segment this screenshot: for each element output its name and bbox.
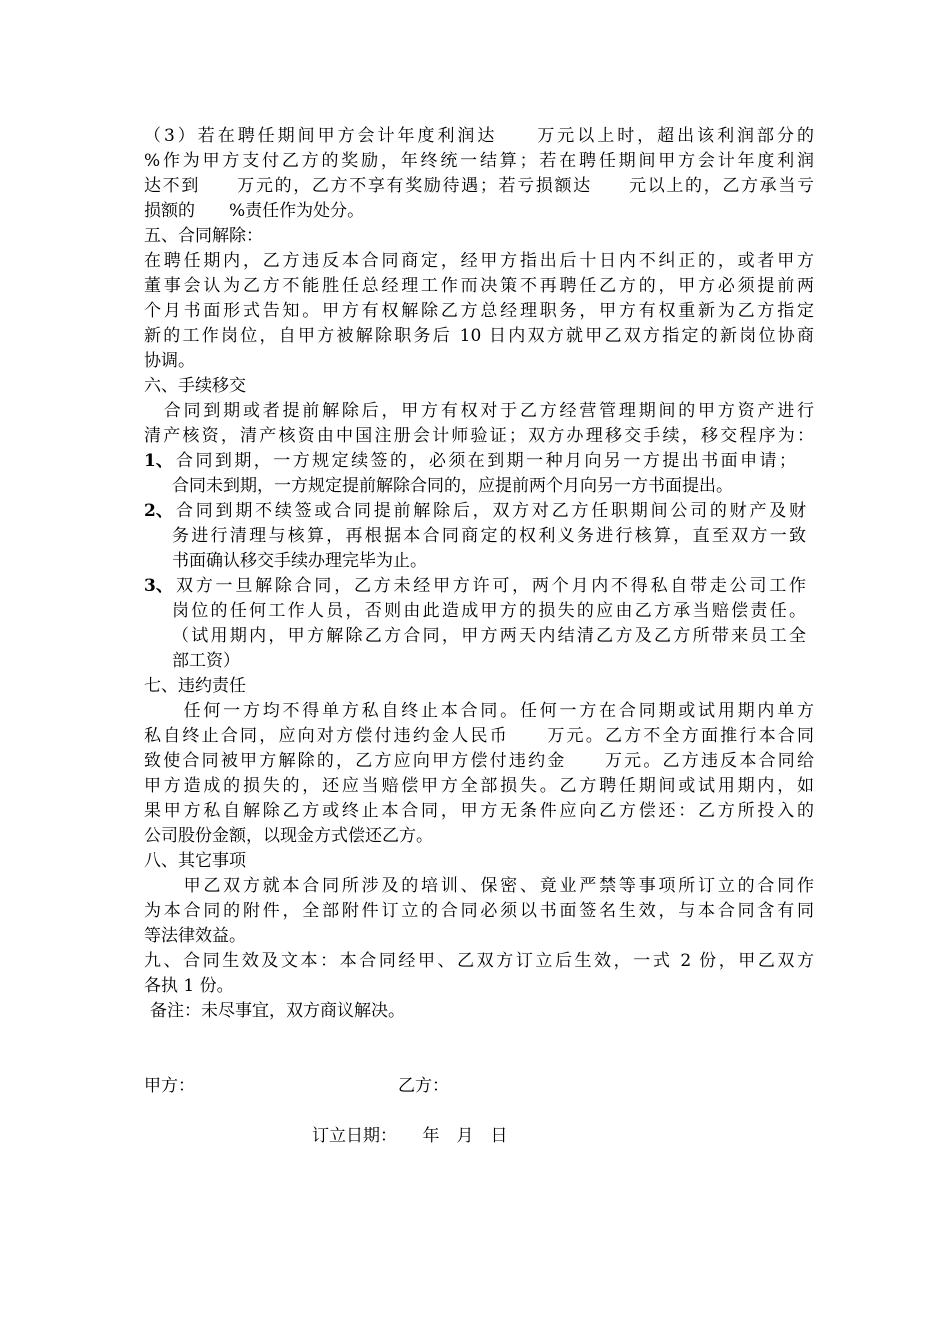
clause3-line-2: %作为甲方支付乙方的奖励，年终统一结算；若在聘任期间甲方会计年度利润 bbox=[144, 151, 814, 171]
section8-line-3: 等法律效益。 bbox=[144, 926, 246, 946]
signing-date-label: 订立日期： 年 月 日 bbox=[312, 1126, 508, 1146]
section7-line-3: 致使合同被甲方解除的，乙方应向甲方偿付违约金 万元。乙方违反本合同给 bbox=[144, 751, 814, 771]
section7-line-2: 私自终止合同，应向对方偿付违约金人民币 万元。乙方不全方面推行本合同 bbox=[144, 726, 814, 746]
section6-item3-line-1: 双方一旦解除合同，乙方未经甲方许可，两个月内不得私自带走公司工作 bbox=[176, 576, 806, 596]
section6-intro-line-2: 清产核资，清产核资由中国注册会计师验证；双方办理移交手续，移交程序为： bbox=[144, 426, 814, 446]
section5-line-1: 在聘任期内，乙方违反本合同商定，经甲方指出后十日内不纠正的，或者甲方 bbox=[144, 251, 814, 271]
section7-line-4: 甲方造成的损失的，还应当赔偿甲方全部损失。乙方聘任期间或试用期内，如 bbox=[144, 776, 814, 796]
remark-text: 备注：未尽事宜，双方商议解决。 bbox=[150, 1001, 405, 1021]
clause3-line-4: 损额的 %责任作为处分。 bbox=[144, 201, 365, 221]
section6-intro-line-1: 合同到期或者提前解除后，甲方有权对于乙方经营管理期间的甲方资产进行 bbox=[144, 401, 814, 421]
section9-line-2: 各执 1 份。 bbox=[144, 976, 234, 996]
clause3-line-3: 达不到 万元的，乙方不享有奖励待遇；若亏损额达 元以上的，乙方承当亏 bbox=[144, 176, 814, 196]
section6-item3-number: 3、 bbox=[144, 576, 173, 596]
section8-heading: 八、其它事项 bbox=[144, 851, 246, 871]
section8-line-1: 甲乙双方就本合同所涉及的培训、保密、竟业严禁等事项所订立的合同作 bbox=[144, 876, 814, 896]
section7-line-1: 任何一方均不得单方私自终止本合同。任何一方在合同期或试用期内单方 bbox=[144, 701, 814, 721]
section5-heading: 五、合同解除： bbox=[144, 226, 263, 246]
section6-item2-line-2: 务进行清理与核算，再根据本合同商定的权利义务进行核算，直至双方一致 bbox=[172, 526, 806, 546]
party-a-signature-label: 甲方： bbox=[144, 1076, 195, 1096]
section6-item2-line-3: 书面确认移交手续办理完毕为止。 bbox=[172, 551, 427, 571]
section5-line-5: 协调。 bbox=[144, 351, 195, 371]
section6-item1-number: 1、 bbox=[144, 451, 173, 471]
section6-item3-line-2: 岗位的任何工作人员，否则由此造成甲方的损失的应由乙方承当赔偿责任。 bbox=[172, 601, 806, 621]
section6-item3-line-3: （试用期内，甲方解除乙方合同，甲方两天内结清乙方及乙方所带来员工全 bbox=[172, 626, 806, 646]
section5-line-2: 董事会认为乙方不能胜任总经理工作而决策不再聘任乙方的，甲方必须提前两 bbox=[144, 276, 814, 296]
section5-line-4: 新的工作岗位，自甲方被解除职务后 10 日内双方就甲乙双方指定的新岗位协商 bbox=[144, 326, 814, 346]
section9-line-1: 九、合同生效及文本：本合同经甲、乙双方订立后生效，一式 2 份，甲乙双方 bbox=[144, 951, 814, 971]
section5-line-3: 个月书面形式告知。甲方有权解除乙方总经理职务，甲方有权重新为乙方指定 bbox=[144, 301, 814, 321]
party-b-signature-label: 乙方： bbox=[398, 1076, 449, 1096]
section6-item2-line-1: 合同到期不续签或合同提前解除后，双方对乙方任职期间公司的财产及财 bbox=[176, 501, 806, 521]
clause3-line-1: （3）若在聘任期间甲方会计年度利润达 万元以上时，超出该利润部分的 bbox=[144, 126, 814, 146]
section7-line-6: 公司股份金额，以现金方式偿还乙方。 bbox=[144, 826, 433, 846]
section6-item2-number: 2、 bbox=[144, 501, 173, 521]
section7-heading: 七、违约责任 bbox=[144, 676, 246, 696]
section6-item1-line-1: 合同到期，一方规定续签的，必须在到期一种月向另一方提出书面申请； bbox=[176, 451, 796, 471]
section6-item1-line-2: 合同未到期，一方规定提前解除合同的，应提前两个月向另一方书面提出。 bbox=[172, 476, 733, 496]
section8-line-2: 为本合同的附件，全部附件订立的合同必须以书面签名生效，与本合同含有同 bbox=[144, 901, 814, 921]
section7-line-5: 果甲方私自解除乙方或终止本合同，甲方无条件应向乙方偿还：乙方所投入的 bbox=[144, 801, 814, 821]
section6-heading: 六、手续移交 bbox=[144, 376, 246, 396]
section6-item3-line-4: 部工资） bbox=[172, 651, 240, 671]
